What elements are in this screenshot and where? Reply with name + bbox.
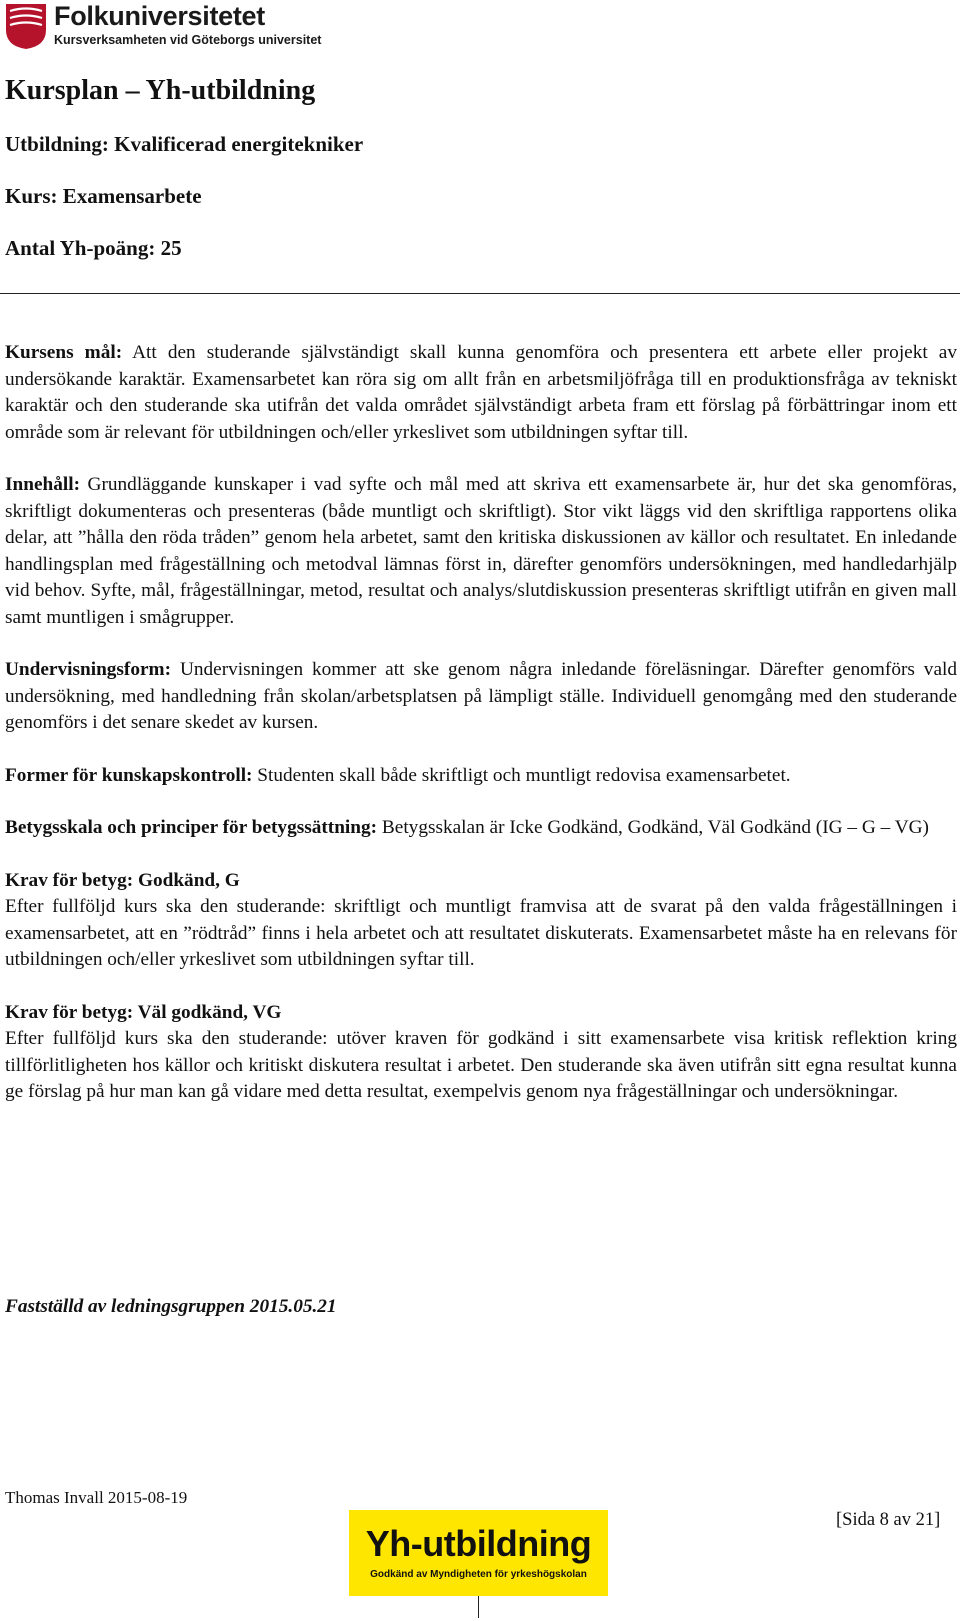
- org-name: Folkuniversitetet: [54, 1, 265, 31]
- section-text: Efter fullföljd kurs ska den studerande: skriftligt och muntligt framvisa att de svarat på den valda frågeställningen i examensarbetet, att en ”rödtråd” finns i hela arbetet och att resultatet diskuterats. Examensarbetet måste ha en relevans för utbildningen och/eller yrkeslivet som utbildningen syftar till.: [5, 896, 957, 970]
- folkuniversitetet-logo: [4, 2, 321, 52]
- section-text: Grundläggande kunskaper i vad syfte och mål med att skriva ett examensarbete är, hur det ska genomföras, skriftligt dokumenteras och presenteras (både muntligt och skriftligt). Stor vikt läggs vid den skriftliga rapportens olika delar, att ”hålla den röda tråden” genom hela arbetet, samt den kritiska diskussionen av källor och resultatet. En inledande handlingsplan med frågeställning och metodval lämnas först in, därefter genomförs undersökningen, med handledarhjälp vid behov. Syfte, mål, frågeställningar, metod, resultat och analys/slutdiskussion presenteras skriftligt utifrån en given mall samt muntligen i smågrupper.: [5, 474, 957, 628]
- bracket-right-icon: ]: [934, 1510, 941, 1530]
- kurs-line: Kurs: Examensarbete: [5, 184, 202, 208]
- section-text: Efter fullföljd kurs ska den studerande: utöver kraven för godkänd i sitt examensarbete visa kritisk reflektion kring tillförlitligheten hos källor och kritiskt diskutera resultat i arbetet. Den studerande ska även utifrån sitt egna resultat kunna ge förslag på hur man kan gå vidare med detta resultat, exempelvis genom nya frågeställningar och undersökningar.: [5, 1028, 957, 1102]
- section-label: Undervisningsform:: [5, 659, 172, 680]
- poang-line: Antal Yh-poäng: 25: [5, 236, 182, 260]
- section-label: Former för kunskapskontroll:: [5, 764, 253, 786]
- section-heading: Krav för betyg: Godkänd, G: [5, 869, 240, 891]
- yh-logo-subtitle: Godkänd av Myndigheten för yrkeshögskolan: [370, 1569, 587, 1580]
- section-kunskapskontroll: [5, 763, 957, 790]
- document-body: [5, 340, 957, 1106]
- section-innehall: [5, 472, 957, 631]
- section-text: Att den studerande självständigt skall kunna genomföra och presentera ett arbete eller projekt av undersökande karaktär. Examensarbetet kan röra sig om allt från en arbetsmiljöfråga till en produktionsfråga av tekniskt karaktär och den studerande ska utifrån det valda området självständigt arbeta fram ett förslag på förbättringar inom ett område som är relevant för utbildningen och/eller yrkeslivet som utbildningen syftar till.: [5, 342, 958, 443]
- divider: [0, 293, 960, 294]
- folkuniversitetet-emblem-icon: [4, 2, 48, 50]
- section-mal: [5, 340, 957, 446]
- section-heading: Krav för betyg: Väl godkänd, VG: [5, 1001, 282, 1023]
- text-cursor-icon: [478, 1596, 479, 1618]
- bracket-left-icon: [: [836, 1510, 843, 1530]
- section-betygsskala: [5, 815, 957, 842]
- section-text: Studenten skall både skriftligt och muntligt redovisa examensarbetet.: [252, 764, 791, 786]
- utbildning-line: Utbildning: Kvalificerad energitekniker: [5, 132, 364, 156]
- section-text: Undervisningen kommer att ske genom några inledande föreläsningar. Därefter genomförs vald undersökning, med handledning från skolan/arbetsplatsen på lämpligt ställe. Individuell genomgång med den studerande genomförs i det senare skedet av kursen.: [5, 659, 957, 733]
- approval-note: Fastställd av ledningsgruppen 2015.05.21: [5, 1296, 337, 1317]
- yh-utbildning-logo: [349, 1510, 608, 1596]
- section-label: Innehåll:: [5, 474, 81, 495]
- footer-author-date: Thomas Invall 2015-08-19: [5, 1488, 188, 1507]
- section-krav-val-godkand: [5, 1000, 957, 1106]
- yh-logo-name: Yh-utbildning: [365, 1523, 592, 1564]
- org-subtitle: Kursverksamheten vid Göteborgs universitet: [54, 33, 322, 47]
- page-number-text: Sida 8 av 21: [842, 1510, 935, 1530]
- page-number: [836, 1510, 940, 1531]
- section-krav-godkand: [5, 868, 957, 974]
- section-undervisningsform: [5, 657, 957, 737]
- page-title: Kursplan – Yh-utbildning: [5, 75, 316, 106]
- section-label: Kursens mål:: [5, 342, 123, 363]
- section-text: Betygsskalan är Icke Godkänd, Godkänd, Väl Godkänd (IG – G – VG): [377, 817, 929, 838]
- section-label: Betygsskala och principer för betygssättning:: [5, 817, 378, 838]
